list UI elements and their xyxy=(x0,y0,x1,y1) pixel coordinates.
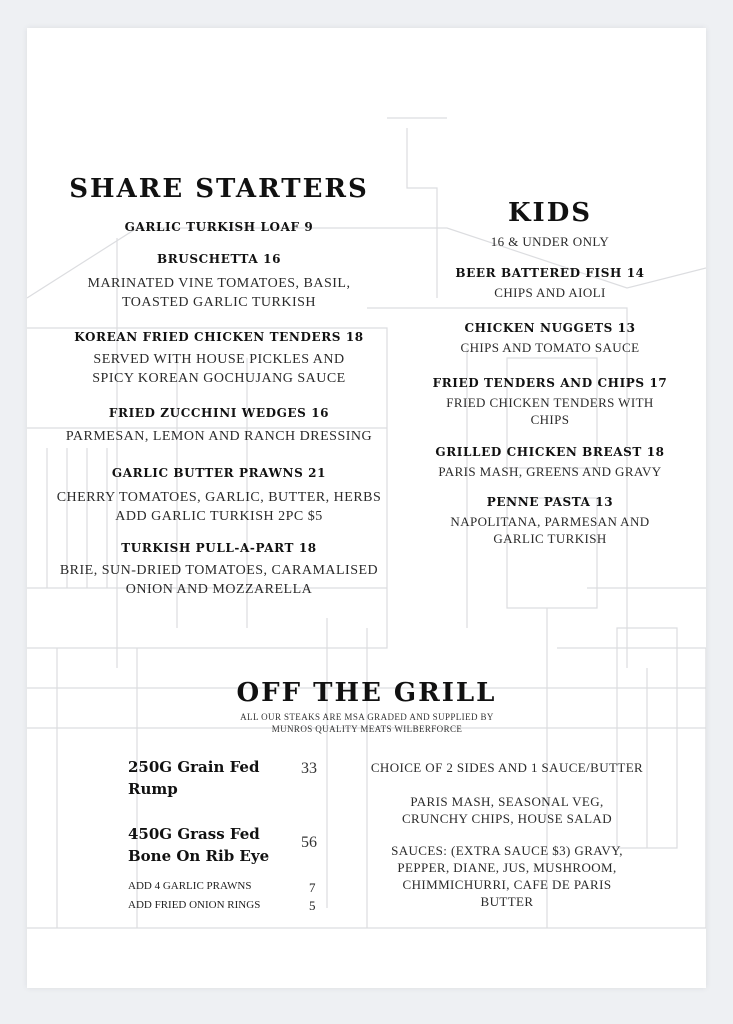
addon-label: ADD 4 GARLIC PRAWNS xyxy=(128,880,252,892)
kids-item-title: CHICKEN NUGGETS 13 xyxy=(464,321,636,335)
kids-item-title: FRIED TENDERS AND CHIPS 17 xyxy=(432,376,668,390)
addon-label: ADD FRIED ONION RINGS xyxy=(128,899,261,911)
starter-item-title: KOREAN FRIED CHICKEN TENDERS 18 xyxy=(74,330,364,344)
steak-name: 450G Grass Fed Bone On Rib Eye xyxy=(128,825,270,865)
starter-item-title: GARLIC TURKISH LOAF 9 xyxy=(124,220,314,234)
kids-item-desc: PARIS MASH, GREENS AND GRAVY xyxy=(438,464,662,479)
grill-sauces: SAUCES: (EXTRA SAUCE $3) GRAVY, PEPPER, DIANE, JUS, MUSHROOM, CHIMMICHURRI, CAFE DE PARIS BUTTER xyxy=(391,843,623,909)
starter-item-desc: BRIE, SUN-DRIED TOMATOES, CARAMALISED ONION AND MOZZARELLA xyxy=(59,563,379,597)
starter-item-title: FRIED ZUCCHINI WEDGES 16 xyxy=(108,406,330,420)
kids-item-desc: CHIPS AND AIOLI xyxy=(494,285,606,300)
starter-item-addon: ADD GARLIC TURKISH 2PC $5 xyxy=(115,509,323,524)
kids-heading: KIDS xyxy=(507,198,593,228)
addon-price: 5 xyxy=(309,898,316,913)
starter-item-desc: MARINATED VINE TOMATOES, BASIL, TOASTED GARLIC TURKISH xyxy=(87,276,351,310)
steak-price: 33 xyxy=(301,760,317,777)
grill-heading: OFF THE GRILL xyxy=(236,678,497,708)
addon-price: 7 xyxy=(309,880,316,895)
starter-item-desc: CHERRY TOMATOES, GARLIC, BUTTER, HERBS xyxy=(56,490,382,505)
kids-item-title: PENNE PASTA 13 xyxy=(486,495,614,509)
steak-name: 250G Grain Fed Rump xyxy=(128,758,260,798)
starter-item-desc: SERVED WITH HOUSE PICKLES AND SPICY KOREAN GOCHUJANG SAUCE xyxy=(92,352,346,386)
menu-page xyxy=(27,28,706,988)
kids-subheading: 16 & UNDER ONLY xyxy=(490,234,610,249)
grill-sides: PARIS MASH, SEASONAL VEG, CRUNCHY CHIPS, HOUSE SALAD xyxy=(401,794,612,826)
starter-item-title: BRUSCHETTA 16 xyxy=(156,252,282,266)
kids-item-desc: NAPOLITANA, PARMESAN AND GARLIC TURKISH xyxy=(450,514,650,546)
kids-item-title: BEER BATTERED FISH 14 xyxy=(455,266,645,280)
grill-note: ALL OUR STEAKS ARE MSA GRADED AND SUPPLIED BY MUNROS QUALITY MEATS WILBERFORCE xyxy=(240,712,494,734)
starter-item-desc: PARMESAN, LEMON AND RANCH DRESSING xyxy=(65,429,373,444)
kids-item-title: GRILLED CHICKEN BREAST 18 xyxy=(435,445,665,459)
steak-price: 56 xyxy=(301,834,317,851)
starter-item-title: TURKISH PULL-A-PART 18 xyxy=(121,541,317,555)
grill-choice: CHOICE OF 2 SIDES AND 1 SAUCE/BUTTER xyxy=(370,760,644,775)
kids-item-desc: CHIPS AND TOMATO SAUCE xyxy=(460,340,640,355)
starter-item-title: GARLIC BUTTER PRAWNS 21 xyxy=(111,466,327,480)
starters-heading: SHARE STARTERS xyxy=(69,174,369,204)
kids-item-desc: FRIED CHICKEN TENDERS WITH CHIPS xyxy=(446,395,654,427)
